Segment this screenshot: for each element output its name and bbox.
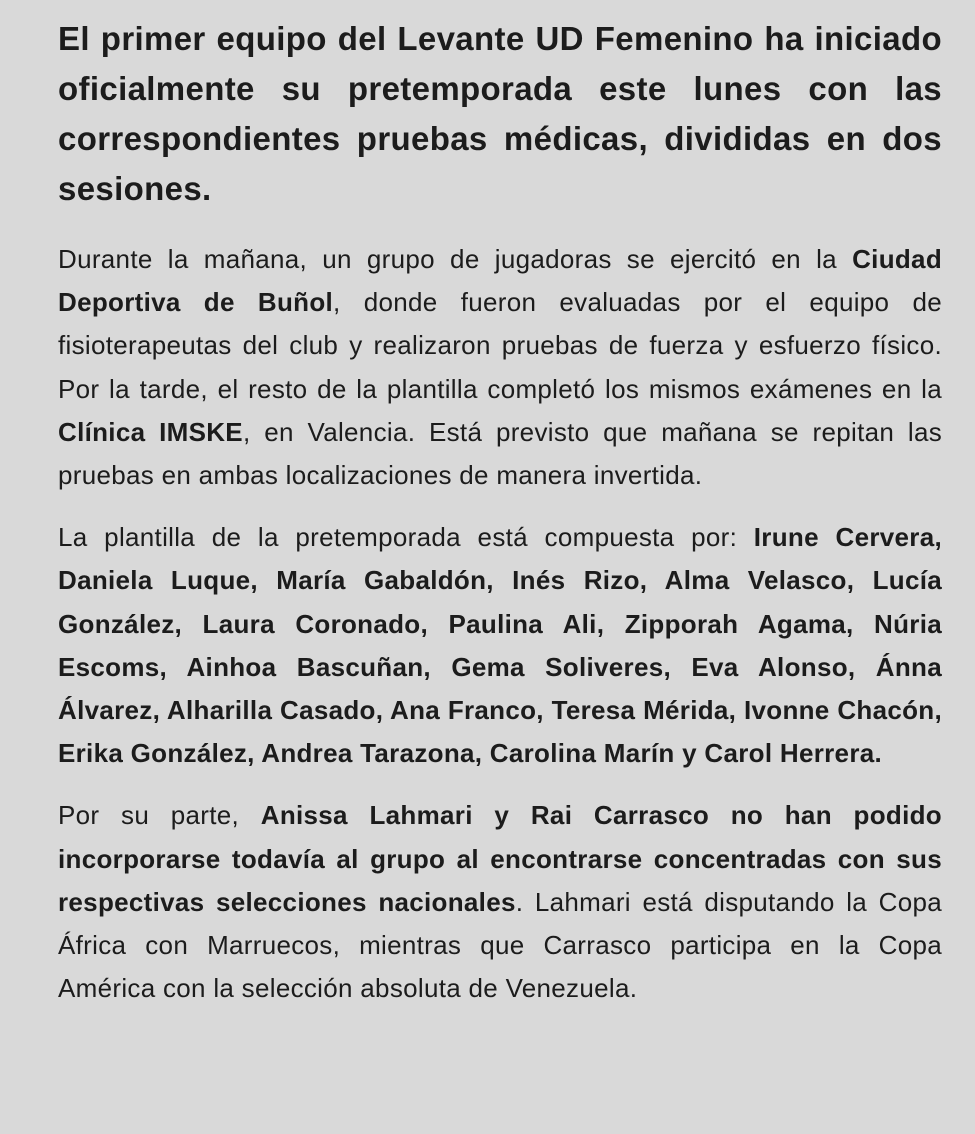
paragraph-squad-list: [58, 516, 942, 775]
location-imske: Clínica IMSKE: [58, 416, 243, 447]
squad-names: Irune Cervera, Daniela Luque, María Gabaldón, Inés Rizo, Alma Velasco, Lucía González, Laura Coronado, Paulina Ali, Zipporah Agama, Núria Escoms, Ainhoa Bascuñan, Gema Soliveres, Eva Alonso, Ánna Álvarez, Alharilla Casado, Ana Franco, Teresa Mérida, Ivonne Chacón, Erika González, Andrea Tarazona, Carolina Marín y Carol Herrera.: [58, 522, 942, 769]
paragraph-text: , donde fueron evaluadas por el equipo de fisioterapeutas del club y realizaron pruebas de fuerza y esfuerzo físico. Por la tarde, el resto de la plantilla completó los mismos exámenes en la: [58, 287, 942, 404]
paragraph-text: Durante la mañana, un grupo de jugadoras se ejercitó en la: [58, 244, 853, 274]
absent-players-note: Anissa Lahmari y Rai Carrasco no han podido incorporarse todavía al grupo al encontrarse concentradas con sus respectivas selecciones nacionales: [58, 800, 942, 917]
paragraph-text: . Lahmari está disputando la Copa África con Marruecos, mientras que Carrasco participa en la Copa América con la selección absoluta de Venezuela.: [58, 886, 942, 1004]
paragraph-text: La plantilla de la pretemporada está compuesta por:: [58, 522, 754, 553]
paragraph-morning-session: [58, 238, 942, 497]
paragraph-absent-players: [58, 794, 942, 1010]
article-body: [58, 14, 942, 1029]
article-lead: El primer equipo del Levante UD Femenino ha iniciado oficialmente su pretemporada este lunes con las correspondientes pruebas médicas, divididas en dos sesiones.: [58, 20, 942, 207]
paragraph-text: , en Valencia. Está previsto que mañana se repitan las pruebas en ambas localizaciones de manera invertida.: [58, 416, 942, 491]
paragraph-text: Por su parte,: [58, 800, 261, 831]
location-buñol: Ciudad Deportiva de Buñol: [58, 244, 942, 318]
